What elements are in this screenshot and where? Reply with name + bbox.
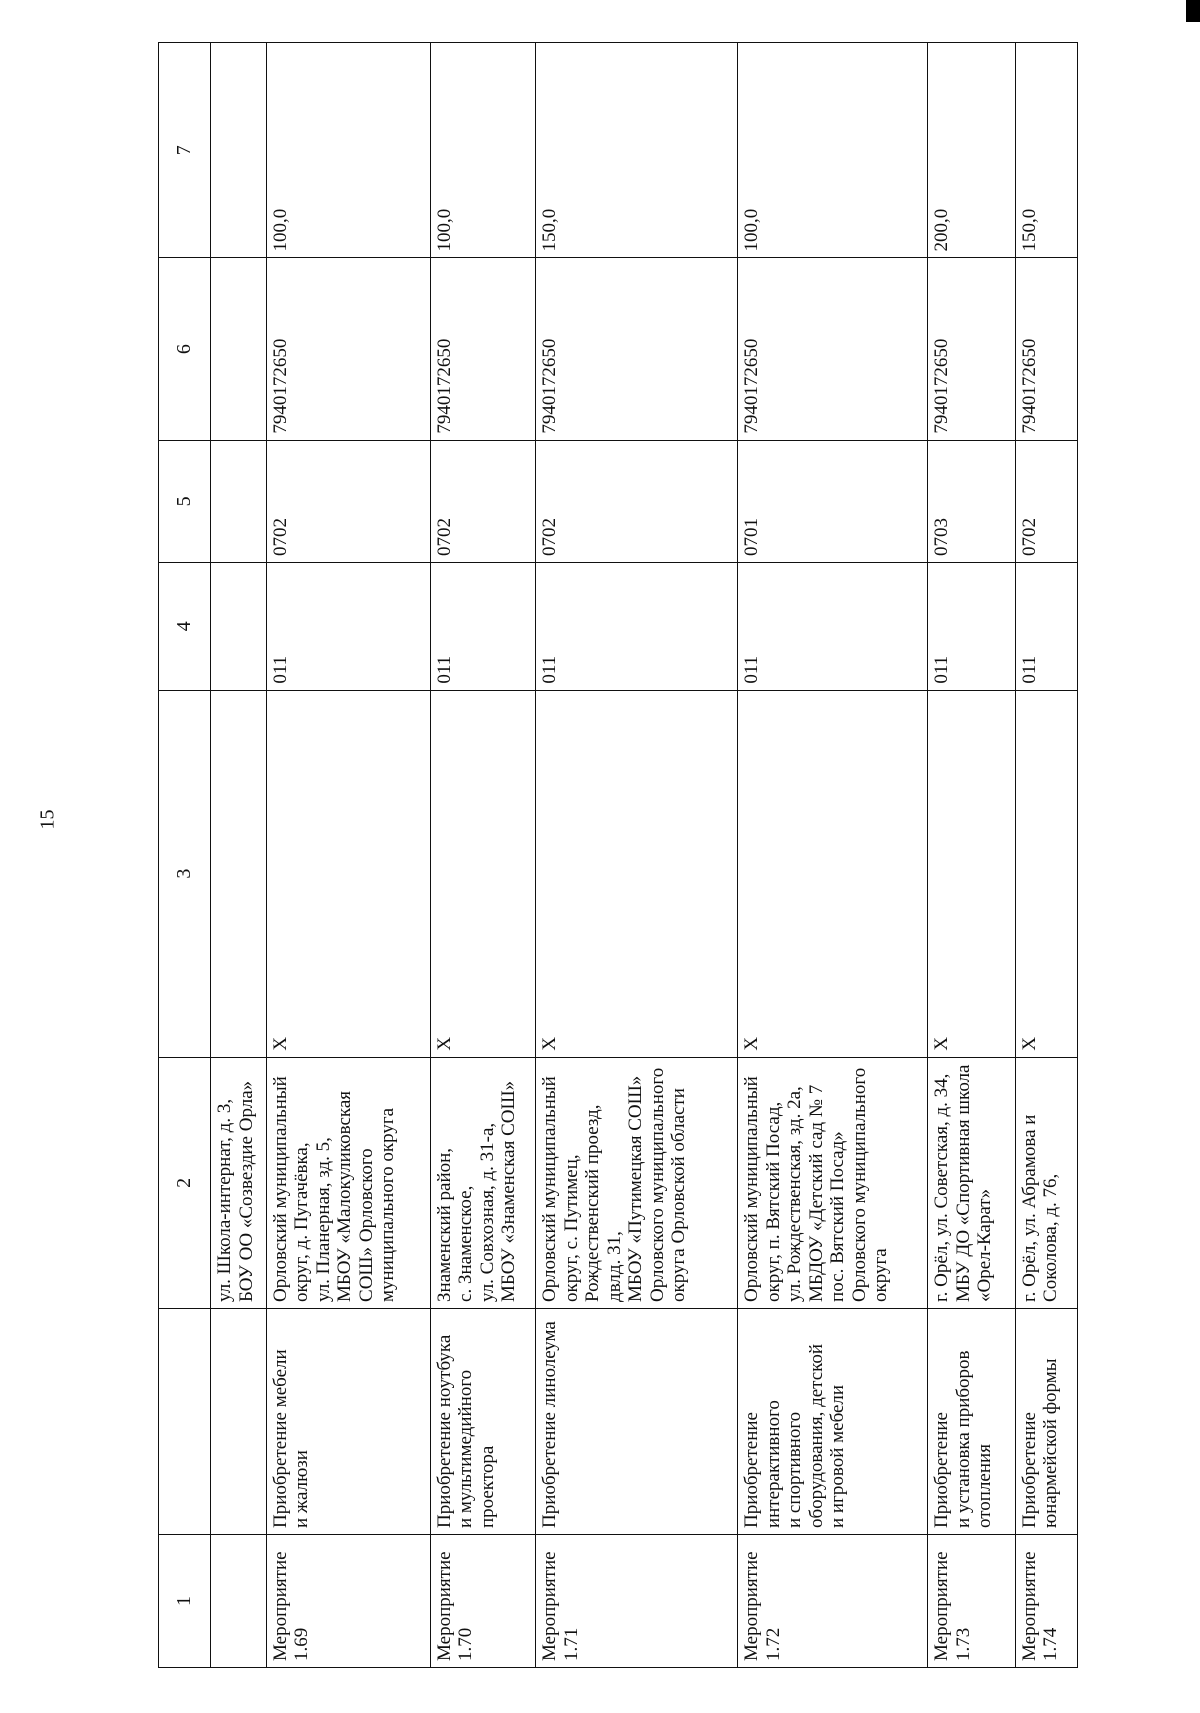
table-cell-c8 (211, 43, 266, 258)
table-cell-c2: Приобретение интерактивного и спортивного оборудования, детской и игровой мебели (738, 1308, 928, 1534)
table-cell-c1: Мероприятие 1.71 (536, 1535, 738, 1668)
table-cell-c5: 011 (430, 562, 535, 690)
table-cell-c1: Мероприятие 1.73 (928, 1535, 1016, 1668)
budget-table (158, 42, 1078, 1668)
table-cell-c8: 150,0 (536, 43, 738, 258)
table-cell-c6: 0703 (928, 440, 1016, 562)
header-cell: 3 (159, 690, 211, 1057)
table-cell-c4: Х (1015, 690, 1077, 1057)
table-cell-c6: 0702 (430, 440, 535, 562)
table-cell-c3: г. Орёл, ул. Абрамова и Соколова, д. 76, (1015, 1057, 1077, 1308)
table-cell-c1: Мероприятие 1.74 (1015, 1535, 1077, 1668)
table-cell-c6: 0702 (1015, 440, 1077, 562)
table-cell-c1 (211, 1535, 266, 1668)
table-cell-c4: Х (536, 690, 738, 1057)
table-cell-c3: Орловский муниципальный округ, с. Путимец, Рождественский проезд, двлд. 31, МБОУ «Путимецкая СОШ» Орловского муниципального округа Орловской области (536, 1057, 738, 1308)
table-cell-c1: Мероприятие 1.69 (266, 1535, 430, 1668)
table-cell-c4: Х (928, 690, 1016, 1057)
table-cell-c8: 200,0 (928, 43, 1016, 258)
table-cell-c2: Приобретение линолеума (536, 1308, 738, 1534)
table-cell-c7: 7940172650 (1015, 258, 1077, 440)
table-cell-c7: 7940172650 (266, 258, 430, 440)
table-cell-c1: Мероприятие 1.72 (738, 1535, 928, 1668)
table-cell-c4 (211, 690, 266, 1057)
table-cell-c3: Орловский муниципальный округ, п. Вятский Посад, ул. Рождественская, зд. 2а, МБДОУ «Детский сад № 7 пос. Вятский Посад» Орловского муниципального округа (738, 1057, 928, 1308)
page-number: 15 (36, 809, 59, 830)
continuation-row (211, 43, 266, 1668)
table-cell-c3: г. Орёл, ул. Советская, д. 34, МБУ ДО «Спортивная школа «Орел-Карат» (928, 1057, 1016, 1308)
table-row (738, 43, 928, 1668)
table-cell-c7: 7940172650 (536, 258, 738, 440)
table-cell-c6 (211, 440, 266, 562)
table-cell-c6: 0701 (738, 440, 928, 562)
table-cell-c4: Х (266, 690, 430, 1057)
table-cell-c5: 011 (928, 562, 1016, 690)
table-cell-c6: 0702 (266, 440, 430, 562)
table-cell-c3: Орловский муниципальный округ, д. Пугачёвка, ул. Планерная, зд. 5, МБОУ «Малокуликовская СОШ» Орловского муниципального округа (266, 1057, 430, 1308)
table-cell-c4: Х (430, 690, 535, 1057)
table-row (536, 43, 738, 1668)
table-cell-c2: Приобретение и установка приборов отопления (928, 1308, 1016, 1534)
table-cell-c8: 100,0 (430, 43, 535, 258)
table-cell-c5 (211, 562, 266, 690)
header-cell: 4 (159, 562, 211, 690)
table-cell-c7 (211, 258, 266, 440)
table-cell-c2: Приобретение ноутбука и мультимедийного проектора (430, 1308, 535, 1534)
header-cell: 6 (159, 258, 211, 440)
table-cell-c5: 011 (536, 562, 738, 690)
table-cell-c2: Приобретение мебели и жалюзи (266, 1308, 430, 1534)
table-row (266, 43, 430, 1668)
table-cell-c2 (211, 1308, 266, 1534)
table-row (1015, 43, 1077, 1668)
rotated-table-container (158, 42, 1078, 1668)
table-cell-c3: ул. Школа-интернат, д. 3, БОУ ОО «Созвездие Орла» (211, 1057, 266, 1308)
table-cell-c5: 011 (738, 562, 928, 690)
table-cell-c6: 0702 (536, 440, 738, 562)
scan-corner-mark (1186, 0, 1200, 22)
table-cell-c5: 011 (1015, 562, 1077, 690)
header-cell: 1 (159, 1535, 211, 1668)
table-cell-c7: 7940172650 (738, 258, 928, 440)
table-cell-c5: 011 (266, 562, 430, 690)
table-cell-c7: 7940172650 (430, 258, 535, 440)
header-cell: 5 (159, 440, 211, 562)
table-cell-c1: Мероприятие 1.70 (430, 1535, 535, 1668)
table-cell-c7: 7940172650 (928, 258, 1016, 440)
table-cell-c8: 100,0 (266, 43, 430, 258)
header-cell: 7 (159, 43, 211, 258)
header-row (159, 43, 211, 1668)
header-cell: 2 (159, 1057, 211, 1308)
table-cell-c4: Х (738, 690, 928, 1057)
table-cell-c3: Знаменский район, с. Знаменское, ул. Совхозная, д. 31-а, МБОУ «Знаменская СОШ» (430, 1057, 535, 1308)
table-row (430, 43, 535, 1668)
table-cell-c8: 100,0 (738, 43, 928, 258)
header-cell-spacer (159, 1308, 211, 1534)
table-row (928, 43, 1016, 1668)
table-cell-c2: Приобретение юнармейской формы (1015, 1308, 1077, 1534)
table-cell-c8: 150,0 (1015, 43, 1077, 258)
